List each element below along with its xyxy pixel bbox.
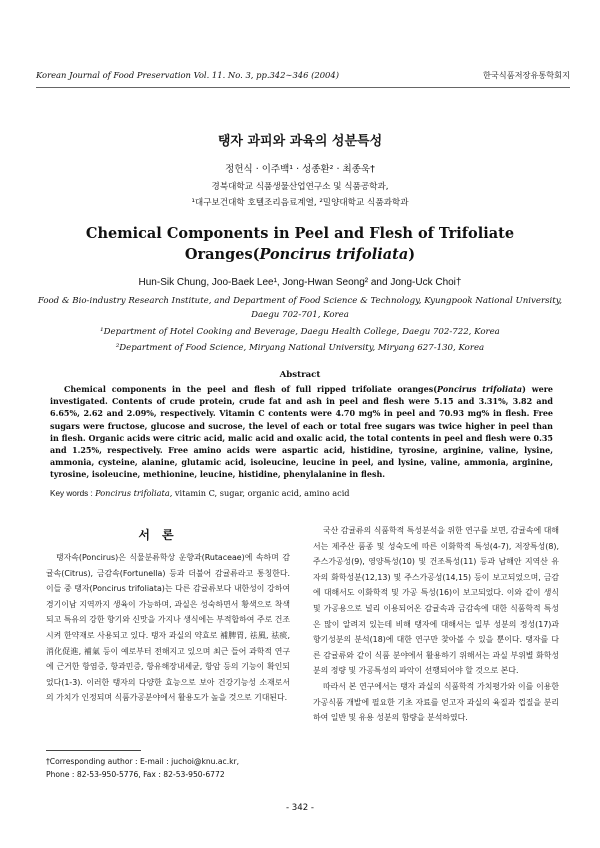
introduction-right-column	[313, 523, 559, 726]
society-name: 한국식품저장유통학회지	[482, 70, 570, 80]
journal-citation: Korean Journal of Food Preservation Vol. 11. No. 3, pp.342∼346 (2004)	[36, 70, 339, 80]
english-affiliation-3: ²Department of Food Science, Miryang National University, Miryang 627-130, Korea	[115, 343, 485, 353]
english-authors: Hun-Sik Chung, Joo-Baek Lee¹, Jong-Hwan Seong² and Jong-Uck Choi†	[138, 277, 462, 288]
english-affiliation-1a: Food & Bio-industry Research Institute, and Department of Food Science & Technology, Kyungpook National University,	[37, 296, 563, 306]
korean-authors: 정헌식 · 이주백¹ · 성종환² · 최종욱†	[225, 164, 375, 175]
paragraph: 따라서 본 연구에서는 탱자 과실의 식품학적 가치평가와 이를 이용한 가공식품 개발에 필요한 기초 자료를 얻고자 과실의 육질과 껍질을 분리하여 일반 및 유용 성분의 함량을 분석하였다.	[313, 681, 559, 723]
footnote-phone: Phone : 82-53-950-5776, Fax : 82-53-950-6772	[46, 770, 225, 779]
footnote-email: †Corresponding author : E-mail : juchoi@knu.ac.kr,	[46, 757, 240, 766]
korean-title: 탱자 과피와 과육의 성분특성	[217, 134, 383, 149]
english-affiliation-2: ¹Department of Hotel Cooking and Beverage, Daegu Health College, Daegu 702-722, Korea	[100, 327, 500, 337]
introduction-left-column: 탱자속(Poncirus)은 식물분류학상 운향과(Rutaceae)에 속하며 감귤속(Citrus), 금감속(Fortunella) 등과 더불어 감귤류라고 통칭한다. 이들 중 탱자(Poncirus trifoliata)는 다른 감귤류보다 내한성이 강하여 경기이남 지역까지 생육이 가능하며, 과실은 성숙하면서 황색으로 착색되고 특유의 강한 향기와 신맛을 가지나 생식에는 부적합하여 주로 건조시켜 한약재로 사용되고 있다. 탱자 과실의 약효로 補脾胃, 祛風, 祛痰, 消化促進, 補氣 등이 예로부터 전해지고 있으며 최근 들어 과학적 연구에 근거한 항염증, 항과민증, 항유해장내세균, 항암 등의 기능이 확인되었다(1-3). 이러한 탱자의 다양한 효능으로 보아 건강기능성 소재로서의 가치가 인정되며 식품가공분야에서 활용도가 높을 것으로 기대된다.	[46, 553, 290, 703]
page-number: - 342 -	[285, 803, 315, 813]
english-title-line-1: Chemical Components in Peel and Flesh of Trifoliate	[85, 225, 515, 242]
english-affiliation-1b: Daegu 702-701, Korea	[251, 310, 349, 320]
species-name: Poncirus trifoliata	[259, 246, 409, 263]
korean-affiliation-2: ¹대구보건대학 호텔조리음료계열, ²밀양대학교 식품과학과	[191, 198, 409, 208]
abstract-body: Chemical components in the peel and flesh of full ripped trifoliate oranges(Poncirus trifoliata) were investigated. Contents of crude protein, crude fat and ash in peel and flesh were 5.15 and 3.31%, 3.82 and 6.65%, 2.62 and 2.09%, respectively. Vitamin C contents were 4.70 mg% in peel and 70.93 mg% in flesh. Free sugars were fructose, glucose and sucrose, the level of each or total free sugars was twice higher in peel than in flesh. Organic acids were citric acid, malic acid and oxalic acid, the total contents in peel and flesh were 0.35 and 1.25%, respectively. Free amino acids were aspartic acid, histidine, tyrosine, arginine, valine, lysine, ammonia, cysteine, alanine, glutamic acid, isoleucine, leucine in peel, and lysine, valine, ammonia, arginine, tyrosine, isoleucine, methionine, leucine, histidine, phenylalanine in flesh.	[50, 384, 553, 480]
header-rule	[36, 87, 570, 88]
korean-affiliation-1: 경북대학교 식품생물산업연구소 및 식품공학과,	[211, 182, 389, 192]
paragraph: 국산 감귤류의 식품학적 특성분석을 위한 연구를 보면, 감귤속에 대해서는 제주산 품종 및 성숙도에 따른 이화학적 특성(4-7), 저장특성(8), 주스가공성(9), 영양특성(10) 및 건조특성(11) 등과 남해안 지역산 유자의 화학성분(12,13) 및 주스가공성(14,15) 등이 보고되었으며, 금감에 대해서도 이화학적 및 가공 특성(16)이 보고되었다. 이와 같이 생식 및 가공용으로 널리 이용되어온 감귤속과 금감속에 대한 식품학적 특성은 많이 알려져 있는데 비해 탱자에 대해서는 일부 성분의 정성(17)과 향기성분의 분석(18)에 대한 연구만 찾아볼 수 있을 뿐이다. 탱자를 다른 감귤류와 같이 식품 분야에서 활용하기 위해서는 과실 부위별 화학성분의 정량 및 가공특성의 파악이 선행되어야 할 것으로 본다.	[313, 526, 560, 676]
english-title-line-2: Oranges(Poncirus trifoliata)	[184, 246, 416, 263]
keywords: Key words : Poncirus trifoliata, vitamin C, sugar, organic acid, amino acid	[50, 488, 350, 498]
section-heading-introduction: 서론	[138, 528, 186, 542]
running-header	[36, 70, 570, 84]
keywords-label: Key words :	[50, 489, 96, 498]
abstract-heading: Abstract	[279, 370, 321, 380]
footnote-rule	[46, 750, 141, 751]
